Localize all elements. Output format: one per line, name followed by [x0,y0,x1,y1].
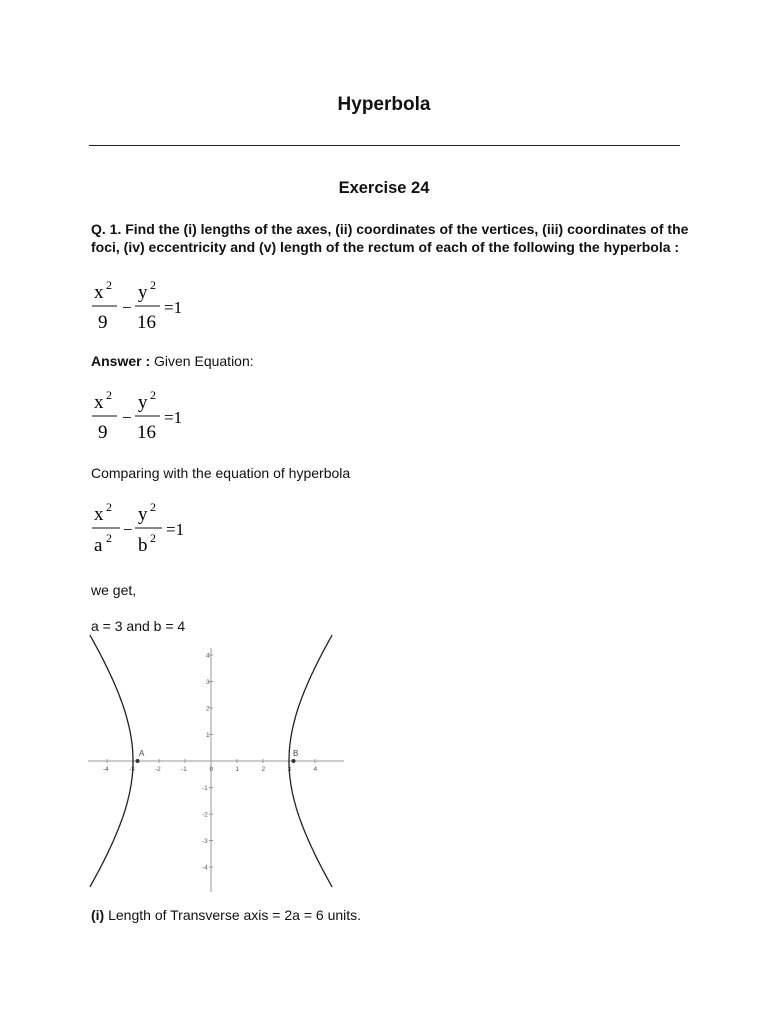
answer-line [91,352,254,370]
eq1-den2: 16 [137,312,156,333]
hyperbola-graph [88,630,346,892]
eq3-num1: x [94,504,104,525]
eq3-exp-a: 2 [106,531,112,545]
eq2-minus: − [122,408,132,427]
eq3-rhs: =1 [166,520,185,539]
y-tick-label: -3 [202,838,208,845]
eq2-num2: y [138,392,148,413]
vertex-a-point [136,759,140,763]
eq3-exp1: 2 [106,500,112,514]
x-tick-label: -4 [103,766,109,773]
eq2-exp1: 2 [106,388,112,402]
y-tick-label: 4 [206,652,210,660]
equation-general [90,500,200,558]
x-tick-label: -3 [129,766,135,773]
eq3-den1: a [94,535,103,556]
y-tick-label: 1 [206,732,210,739]
part-i-text: Length of Transverse axis = 2a = 6 units. [104,907,362,923]
eq1-minus: − [122,298,132,317]
eq1-num1: x [94,282,104,303]
question-text: Q. 1. Find the (i) lengths of the axes, (ii) coordinates of the vertices, (iii) coordinates of the foci, (iv) eccentricity and (v) length of the rectum of each of the following the hyperbola : [91,221,689,255]
y-tick-label: 2 [206,705,210,713]
vertex-b-point [292,759,296,763]
exercise-heading: Exercise 24 [338,179,430,197]
y-tick-label: 3 [206,679,210,686]
x-tick-label: 4 [313,766,318,773]
y-tick-label: -2 [202,811,208,819]
eq3-exp2: 2 [150,500,156,514]
title-divider [89,145,680,146]
answer-text: Given Equation: [150,353,254,369]
page-title: Hyperbola [337,94,431,115]
eq3-num2: y [138,504,148,525]
part-i-label: (i) [91,907,105,923]
x-tick-label: -2 [155,766,161,773]
eq1-den1: 9 [98,312,108,333]
equation-given-2 [90,388,200,444]
we-get-text: we get, [91,582,137,598]
eq3-minus: − [123,520,133,539]
x-tick-label: 0 [209,766,214,773]
eq3-den2: b [138,535,148,556]
eq2-den1: 9 [98,422,108,443]
x-tick-label: 1 [235,766,240,773]
equation-given-1 [90,278,200,334]
vertex-a-label: A [139,749,145,758]
eq1-rhs: =1 [164,298,183,317]
eq2-den2: 16 [137,422,156,443]
x-tick-label: 3 [287,766,292,773]
y-tick-label: -4 [202,864,208,872]
eq2-num1: x [94,392,104,413]
eq1-exp2: 2 [150,278,156,292]
eq1-exp1: 2 [106,278,112,292]
answer-label: Answer : [91,353,151,369]
x-tick-label: -1 [181,766,187,773]
eq3-exp-b: 2 [150,531,156,545]
eq2-rhs: =1 [164,408,183,427]
eq1-num2: y [138,282,148,303]
comparing-text: Comparing with the equation of hyperbola [91,465,351,481]
x-tick-label: 2 [261,766,266,773]
vertex-b-label: B [293,749,299,758]
part-i-line [91,906,361,924]
eq2-exp2: 2 [150,388,156,402]
y-tick-label: -1 [202,785,208,792]
values-text: a = 3 and b = 4 [91,618,186,634]
